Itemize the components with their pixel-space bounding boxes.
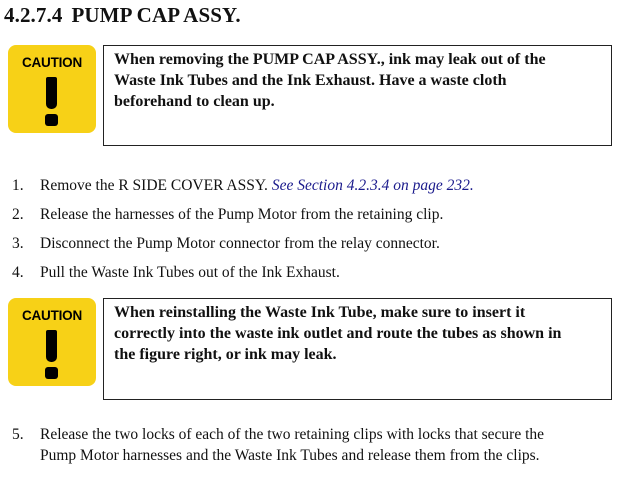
caution-icon — [8, 45, 96, 133]
caution-line: the figure right, or ink may leak. — [114, 346, 337, 363]
step-text: Pull the Waste Ink Tubes out of the Ink Exhaust. — [40, 264, 340, 281]
procedure-steps — [8, 171, 628, 287]
step-item — [8, 200, 628, 229]
caution-line: When removing the PUMP CAP ASSY., ink may leak out of the — [114, 51, 546, 68]
step-item — [8, 229, 628, 258]
caution-line: Waste Ink Tubes and the Ink Exhaust. Have a waste cloth — [114, 72, 507, 89]
step-text: Disconnect the Pump Motor connector from the relay connector. — [40, 235, 440, 252]
step-item — [8, 171, 628, 200]
step-text: Release the two locks of each of the two retaining clips with locks that secure the — [40, 426, 545, 443]
caution-text-box — [103, 298, 612, 400]
step-number: 5. — [12, 426, 24, 443]
step-number: 1. — [12, 177, 24, 194]
step-number: 3. — [12, 235, 24, 252]
exclamation-icon — [46, 77, 57, 109]
section-reference-link[interactable]: See Section 4.2.3.4 on page 232. — [271, 177, 474, 194]
exclamation-icon — [46, 330, 57, 362]
caution-text-box — [103, 45, 612, 146]
exclamation-dot-icon — [45, 367, 58, 379]
caution-line: When reinstalling the Waste Ink Tube, make sure to insert it — [114, 304, 526, 321]
section-heading — [4, 3, 241, 28]
step-text: Pump Motor harnesses and the Waste Ink Tubes and release them from the clips. — [40, 447, 540, 464]
caution-icon-label: CAUTION — [21, 55, 83, 70]
step-number: 2. — [12, 206, 24, 223]
procedure-steps — [8, 424, 628, 466]
caution-icon-label: CAUTION — [21, 308, 83, 323]
caution-line: correctly into the waste ink outlet and route the tubes as shown in — [114, 325, 562, 342]
caution-line: beforehand to clean up. — [114, 93, 275, 110]
section-title: PUMP CAP ASSY. — [71, 3, 241, 27]
section-number: 4.2.7.4 — [4, 3, 63, 27]
step-item — [8, 424, 628, 466]
step-text: Remove the R SIDE COVER ASSY. — [40, 177, 272, 194]
exclamation-dot-icon — [45, 114, 58, 126]
caution-icon — [8, 298, 96, 386]
step-text: Release the harnesses of the Pump Motor from the retaining clip. — [40, 206, 444, 223]
step-item — [8, 258, 628, 287]
step-number: 4. — [12, 264, 24, 281]
